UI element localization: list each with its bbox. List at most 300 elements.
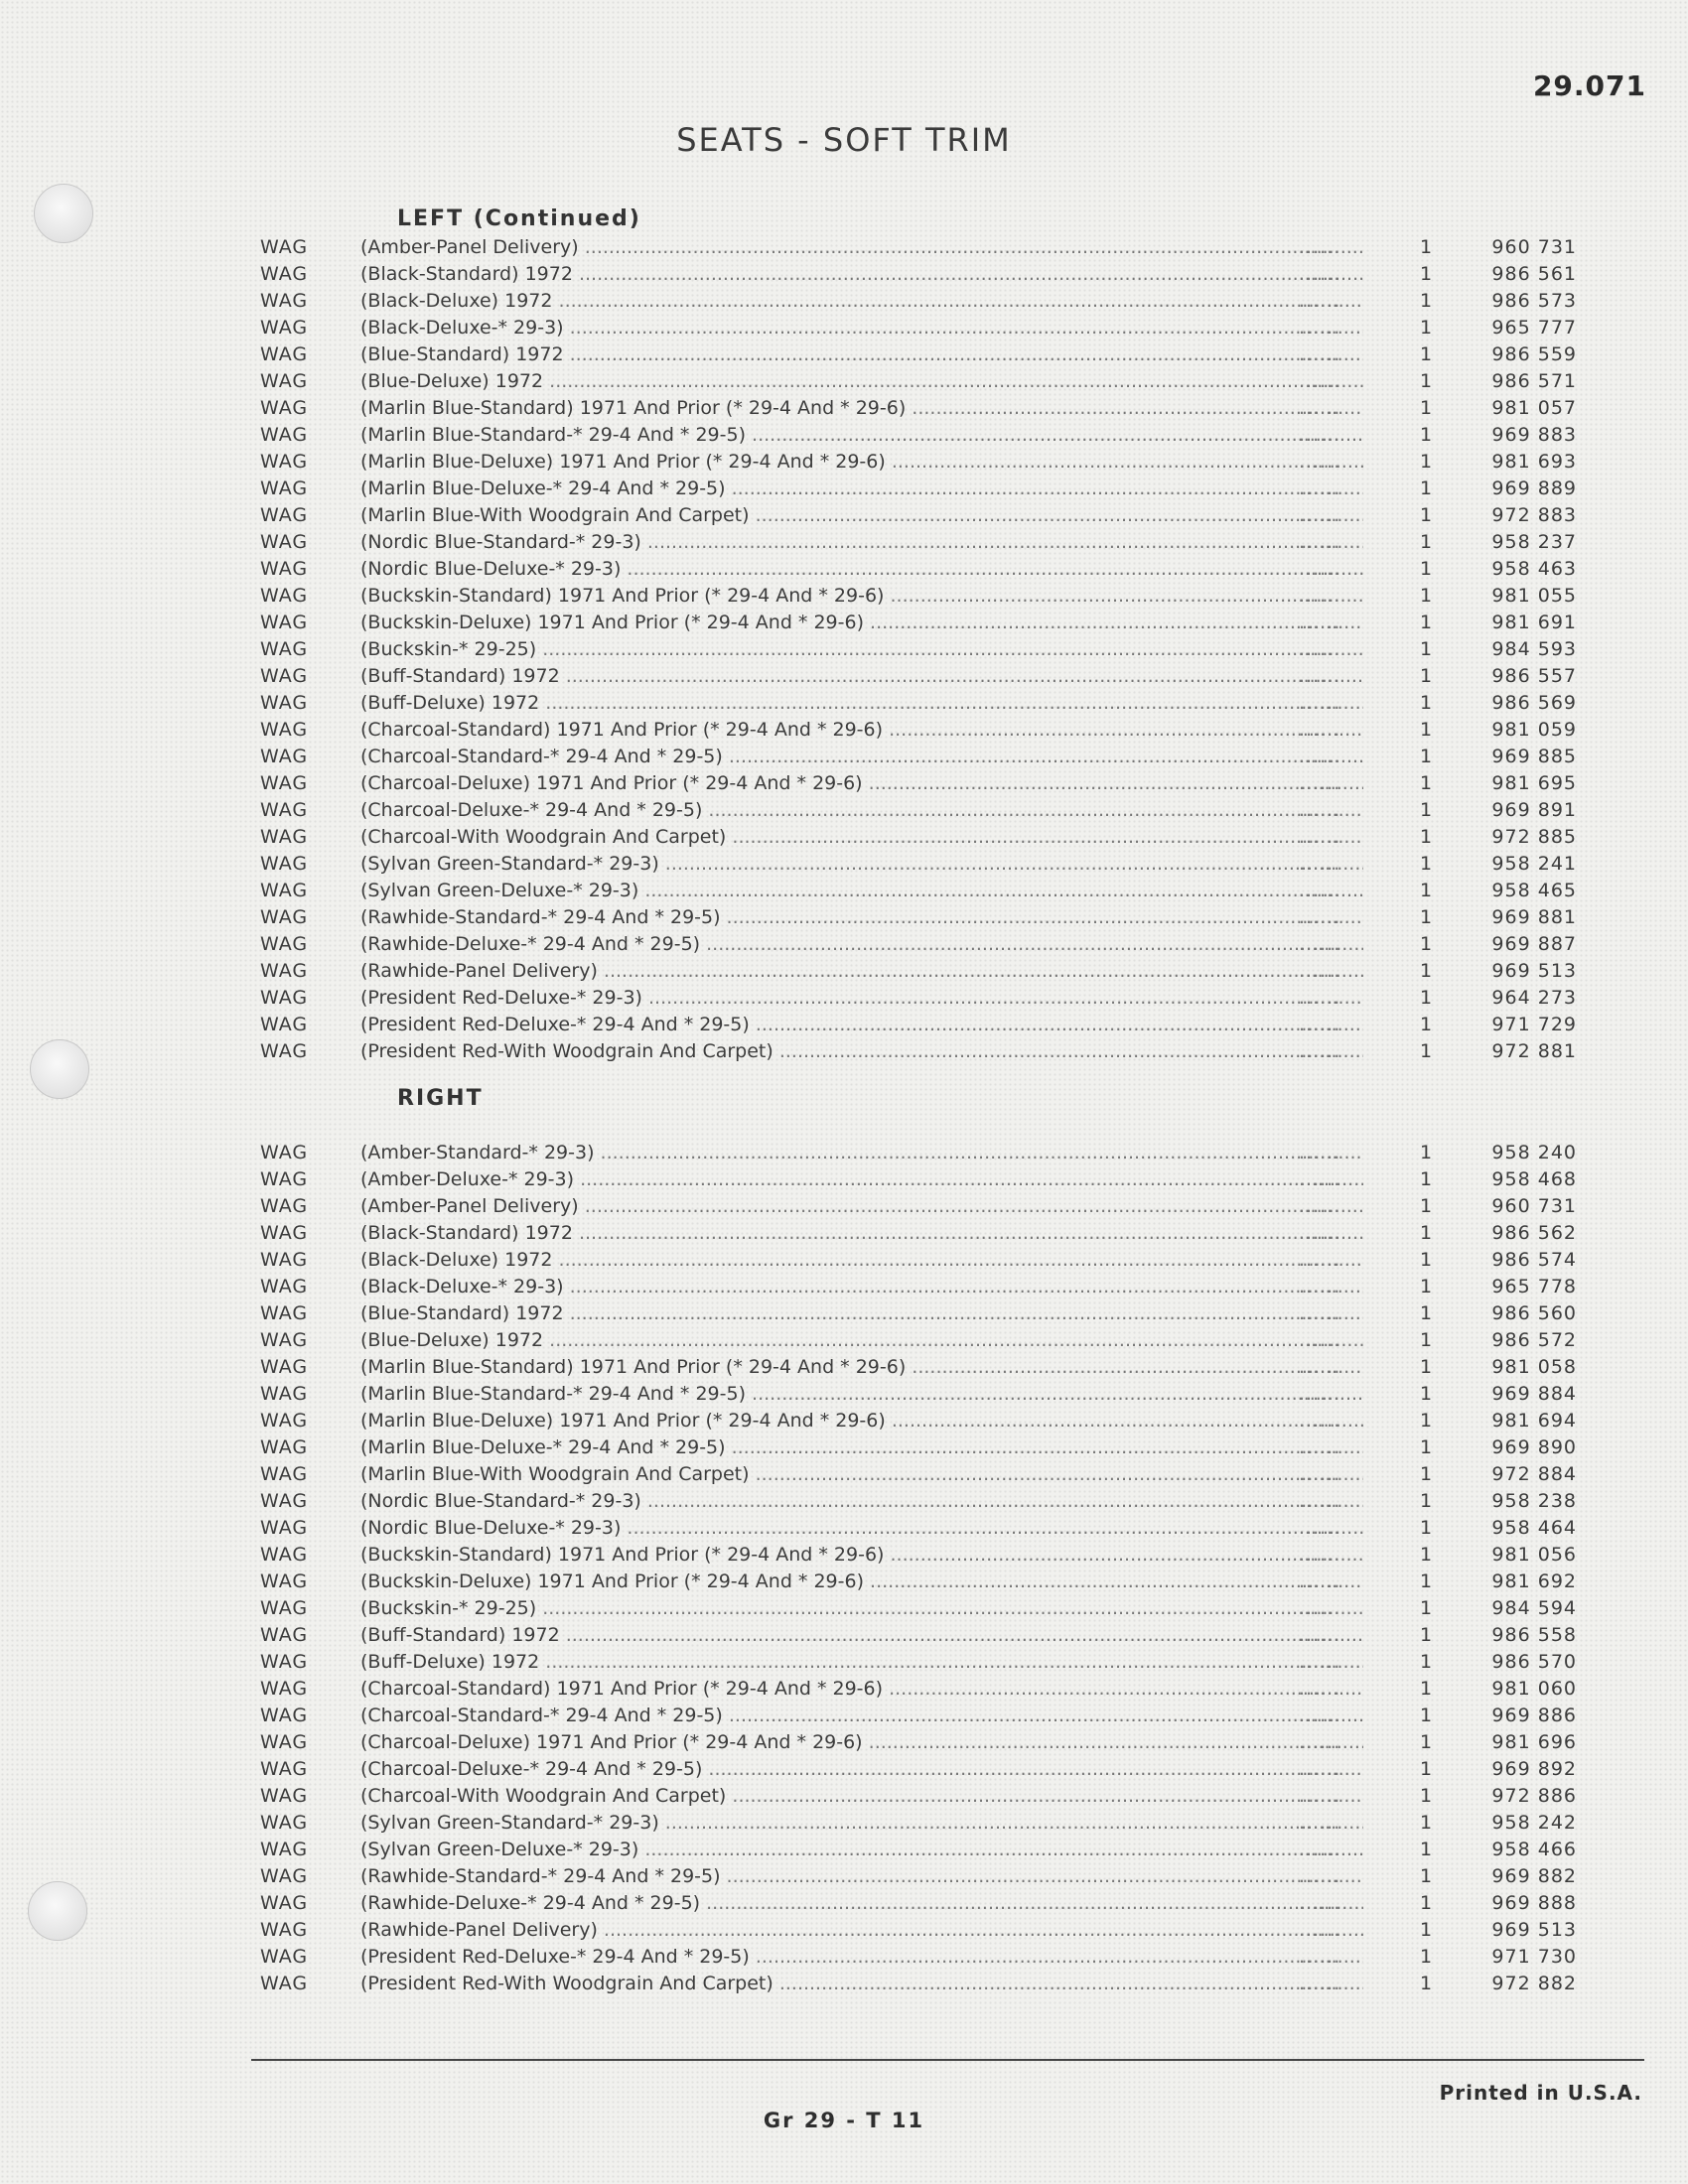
description-cell: (Rawhide-Panel Delivery) ..... — [360, 1917, 1363, 1944]
part-number-cell: 981 056 — [1491, 1544, 1577, 1566]
quantity-cell: 1 — [1420, 558, 1433, 580]
model-cell: WAG — [260, 906, 309, 928]
part-number-cell: 969 887 — [1491, 933, 1577, 955]
model-cell: WAG — [260, 1758, 309, 1780]
dot-leader: ...... — [1299, 1195, 1341, 1217]
model-cell: WAG — [260, 1517, 309, 1539]
dot-leader: ...... — [1299, 1892, 1341, 1914]
part-number-cell: 981 693 — [1491, 451, 1577, 473]
description-cell: (Black-Deluxe) 1972 ..... — [360, 288, 1363, 315]
dot-leader: ...... — [1299, 772, 1341, 794]
quantity-cell: 1 — [1420, 1168, 1433, 1190]
page-number: 29.071 — [1532, 69, 1646, 102]
model-cell: WAG — [260, 343, 309, 365]
dot-leader: ...... — [1299, 906, 1341, 928]
part-number-cell: 972 886 — [1491, 1785, 1577, 1807]
footer-code: Gr 29 - T 11 — [763, 2109, 925, 2132]
description-cell: (Charcoal-Standard) 1971 And Prior (* 29-4 And * 29-6) ..... — [360, 717, 1363, 744]
model-cell: WAG — [260, 478, 309, 499]
dot-leader: ...... — [1299, 451, 1341, 473]
description-cell: (Sylvan Green-Standard-* 29-3) ..... — [360, 1810, 1363, 1837]
dot-leader: ...... — [1299, 317, 1341, 339]
quantity-cell: 1 — [1420, 853, 1433, 875]
part-number-cell: 972 881 — [1491, 1040, 1577, 1062]
dot-leader: ...... — [1299, 504, 1341, 526]
dot-leader: ...... — [1299, 987, 1341, 1009]
dot-leader: ...... — [1299, 746, 1341, 767]
description-cell: (Buckskin-* 29-25) ..... — [360, 636, 1363, 663]
part-number-cell: 986 561 — [1491, 263, 1577, 285]
description-cell: (Blue-Deluxe) 1972 ..... — [360, 368, 1363, 395]
model-cell: WAG — [260, 558, 309, 580]
table-row — [256, 261, 1577, 288]
table-row — [256, 1038, 1577, 1065]
part-number-cell: 981 059 — [1491, 719, 1577, 741]
part-number-cell: 965 777 — [1491, 317, 1577, 339]
description-cell: (Rawhide-Deluxe-* 29-4 And * 29-5) ..... — [360, 931, 1363, 958]
model-cell: WAG — [260, 1785, 309, 1807]
quantity-cell: 1 — [1420, 906, 1433, 928]
model-cell: WAG — [260, 1544, 309, 1566]
part-number-cell: 958 237 — [1491, 531, 1577, 553]
part-number-cell: 984 594 — [1491, 1597, 1577, 1619]
model-cell: WAG — [260, 1142, 309, 1163]
dot-leader: ...... — [1299, 719, 1341, 741]
model-cell: WAG — [260, 1839, 309, 1860]
part-number-cell: 981 060 — [1491, 1678, 1577, 1700]
model-cell: WAG — [260, 263, 309, 285]
model-cell: WAG — [260, 1329, 309, 1351]
dot-leader: ...... — [1299, 1946, 1341, 1968]
dot-leader: ...... — [1299, 880, 1341, 901]
description-cell: (Charcoal-With Woodgrain And Carpet) ..... — [360, 1783, 1363, 1810]
description-cell: (Nordic Blue-Deluxe-* 29-3) ..... — [360, 556, 1363, 583]
dot-leader: ...... — [1299, 424, 1341, 446]
dot-leader: ...... — [1299, 1865, 1341, 1887]
description-cell: (Marlin Blue-Deluxe-* 29-4 And * 29-5) ..... — [360, 1434, 1363, 1461]
table-row — [256, 1488, 1577, 1515]
description-cell: (Charcoal-Deluxe-* 29-4 And * 29-5) ..... — [360, 1756, 1363, 1783]
quantity-cell: 1 — [1420, 1463, 1433, 1485]
table-row — [256, 851, 1577, 878]
table-row — [256, 663, 1577, 690]
table-row — [256, 878, 1577, 904]
description-cell: (Marlin Blue-Standard-* 29-4 And * 29-5) ..... — [360, 1381, 1363, 1408]
quantity-cell: 1 — [1420, 1410, 1433, 1432]
description-cell: (Black-Standard) 1972 ..... — [360, 261, 1363, 288]
model-cell: WAG — [260, 1490, 309, 1512]
dot-leader: ...... — [1299, 692, 1341, 714]
part-number-cell: 986 560 — [1491, 1302, 1577, 1324]
table-row — [256, 744, 1577, 770]
quantity-cell: 1 — [1420, 1014, 1433, 1035]
dot-leader: ...... — [1299, 1302, 1341, 1324]
dot-leader: ...... — [1299, 397, 1341, 419]
part-number-cell: 969 885 — [1491, 746, 1577, 767]
part-number-cell: 969 513 — [1491, 960, 1577, 982]
table-row — [256, 1649, 1577, 1676]
model-cell: WAG — [260, 1946, 309, 1968]
part-number-cell: 958 240 — [1491, 1142, 1577, 1163]
dot-leader: ...... — [1299, 263, 1341, 285]
dot-leader: ...... — [1299, 558, 1341, 580]
quantity-cell: 1 — [1420, 1785, 1433, 1807]
model-cell: WAG — [260, 692, 309, 714]
part-number-cell: 981 696 — [1491, 1731, 1577, 1753]
model-cell: WAG — [260, 1195, 309, 1217]
description-cell: (Sylvan Green-Standard-* 29-3) ..... — [360, 851, 1363, 878]
part-number-cell: 960 731 — [1491, 236, 1577, 258]
table-row — [256, 1703, 1577, 1729]
table-row — [256, 422, 1577, 449]
part-number-cell: 984 593 — [1491, 638, 1577, 660]
description-cell: (President Red-With Woodgrain And Carpet) ..... — [360, 1971, 1363, 1997]
table-row — [256, 985, 1577, 1012]
quantity-cell: 1 — [1420, 397, 1433, 419]
dot-leader: ...... — [1299, 1785, 1341, 1807]
part-number-cell: 964 273 — [1491, 987, 1577, 1009]
dot-leader: ...... — [1299, 1624, 1341, 1646]
quantity-cell: 1 — [1420, 826, 1433, 848]
description-cell: (Rawhide-Standard-* 29-4 And * 29-5) ..... — [360, 904, 1363, 931]
part-number-cell: 958 241 — [1491, 853, 1577, 875]
table-row — [256, 690, 1577, 717]
quantity-cell: 1 — [1420, 1142, 1433, 1163]
model-cell: WAG — [260, 1383, 309, 1405]
description-cell: (Buckskin-Standard) 1971 And Prior (* 29-4 And * 29-6) ..... — [360, 583, 1363, 610]
quantity-cell: 1 — [1420, 1892, 1433, 1914]
description-cell: (Marlin Blue-With Woodgrain And Carpet) ..... — [360, 502, 1363, 529]
part-number-cell: 958 463 — [1491, 558, 1577, 580]
description-cell: (Nordic Blue-Standard-* 29-3) ..... — [360, 529, 1363, 556]
model-cell: WAG — [260, 1865, 309, 1887]
description-cell: (Buff-Standard) 1972 ..... — [360, 1622, 1363, 1649]
dot-leader: ...... — [1299, 826, 1341, 848]
quantity-cell: 1 — [1420, 1302, 1433, 1324]
model-cell: WAG — [260, 1302, 309, 1324]
quantity-cell: 1 — [1420, 612, 1433, 633]
model-cell: WAG — [260, 1222, 309, 1244]
dot-leader: ...... — [1299, 960, 1341, 982]
part-number-cell: 972 885 — [1491, 826, 1577, 848]
description-cell: (Buff-Standard) 1972 ..... — [360, 663, 1363, 690]
dot-leader: ...... — [1299, 1839, 1341, 1860]
quantity-cell: 1 — [1420, 1597, 1433, 1619]
quantity-cell: 1 — [1420, 799, 1433, 821]
footer-rule — [251, 2059, 1644, 2061]
binder-hole-top — [34, 184, 93, 243]
dot-leader: ...... — [1299, 236, 1341, 258]
dot-leader: ...... — [1299, 1597, 1341, 1619]
part-number-cell: 981 695 — [1491, 772, 1577, 794]
model-cell: WAG — [260, 451, 309, 473]
description-cell: (Charcoal-Deluxe) 1971 And Prior (* 29-4 And * 29-6) ..... — [360, 1729, 1363, 1756]
table-row — [256, 449, 1577, 476]
part-number-cell: 972 882 — [1491, 1973, 1577, 1994]
part-number-cell: 969 881 — [1491, 906, 1577, 928]
quantity-cell: 1 — [1420, 1570, 1433, 1592]
description-cell: (Marlin Blue-Deluxe) 1971 And Prior (* 29-4 And * 29-6) ..... — [360, 1408, 1363, 1434]
quantity-cell: 1 — [1420, 1839, 1433, 1860]
part-number-cell: 971 730 — [1491, 1946, 1577, 1968]
model-cell: WAG — [260, 424, 309, 446]
model-cell: WAG — [260, 987, 309, 1009]
description-cell: (Charcoal-Standard-* 29-4 And * 29-5) ..... — [360, 1703, 1363, 1729]
description-cell: (Marlin Blue-Standard) 1971 And Prior (* 29-4 And * 29-6) ..... — [360, 395, 1363, 422]
description-cell: (Charcoal-Standard-* 29-4 And * 29-5) ..... — [360, 744, 1363, 770]
table-row — [256, 1944, 1577, 1971]
quantity-cell: 1 — [1420, 343, 1433, 365]
part-number-cell: 969 888 — [1491, 1892, 1577, 1914]
model-cell: WAG — [260, 370, 309, 392]
model-cell: WAG — [260, 1436, 309, 1458]
model-cell: WAG — [260, 236, 309, 258]
table-row — [256, 1595, 1577, 1622]
dot-leader: ...... — [1299, 1356, 1341, 1378]
parts-list-right — [256, 1140, 1577, 1997]
table-row — [256, 1434, 1577, 1461]
model-cell: WAG — [260, 960, 309, 982]
model-cell: WAG — [260, 1249, 309, 1271]
description-cell: (Nordic Blue-Deluxe-* 29-3) ..... — [360, 1515, 1363, 1542]
table-row — [256, 1542, 1577, 1569]
table-row — [256, 1247, 1577, 1274]
table-row — [256, 1971, 1577, 1997]
part-number-cell: 958 242 — [1491, 1812, 1577, 1834]
description-cell: (Rawhide-Panel Delivery) ..... — [360, 958, 1363, 985]
quantity-cell: 1 — [1420, 504, 1433, 526]
description-cell: (Marlin Blue-Standard-* 29-4 And * 29-5) ..... — [360, 422, 1363, 449]
description-cell: (President Red-Deluxe-* 29-3) ..... — [360, 985, 1363, 1012]
description-cell: (Blue-Standard) 1972 ..... — [360, 341, 1363, 368]
model-cell: WAG — [260, 1410, 309, 1432]
dot-leader: ...... — [1299, 1731, 1341, 1753]
quantity-cell: 1 — [1420, 638, 1433, 660]
dot-leader: ...... — [1299, 1517, 1341, 1539]
table-row — [256, 1327, 1577, 1354]
quantity-cell: 1 — [1420, 236, 1433, 258]
table-row — [256, 770, 1577, 797]
model-cell: WAG — [260, 1463, 309, 1485]
table-row — [256, 1783, 1577, 1810]
table-row — [256, 1810, 1577, 1837]
quantity-cell: 1 — [1420, 585, 1433, 607]
description-cell: (Marlin Blue-Deluxe-* 29-4 And * 29-5) ..... — [360, 476, 1363, 502]
table-row — [256, 583, 1577, 610]
table-row — [256, 797, 1577, 824]
description-cell: (Marlin Blue-Deluxe) 1971 And Prior (* 29-4 And * 29-6) ..... — [360, 449, 1363, 476]
model-cell: WAG — [260, 799, 309, 821]
description-cell: (Buckskin-* 29-25) ..... — [360, 1595, 1363, 1622]
model-cell: WAG — [260, 880, 309, 901]
quantity-cell: 1 — [1420, 987, 1433, 1009]
dot-leader: ...... — [1299, 853, 1341, 875]
quantity-cell: 1 — [1420, 290, 1433, 312]
dot-leader: ...... — [1299, 1973, 1341, 1994]
quantity-cell: 1 — [1420, 719, 1433, 741]
part-number-cell: 986 573 — [1491, 290, 1577, 312]
dot-leader: ...... — [1299, 478, 1341, 499]
table-row — [256, 341, 1577, 368]
part-number-cell: 958 466 — [1491, 1839, 1577, 1860]
part-number-cell: 981 055 — [1491, 585, 1577, 607]
quantity-cell: 1 — [1420, 1383, 1433, 1405]
model-cell: WAG — [260, 531, 309, 553]
dot-leader: ...... — [1299, 370, 1341, 392]
part-number-cell: 958 465 — [1491, 880, 1577, 901]
quantity-cell: 1 — [1420, 772, 1433, 794]
description-cell: (Black-Deluxe-* 29-3) ..... — [360, 1274, 1363, 1300]
description-cell: (Rawhide-Deluxe-* 29-4 And * 29-5) ..... — [360, 1890, 1363, 1917]
model-cell: WAG — [260, 746, 309, 767]
model-cell: WAG — [260, 504, 309, 526]
part-number-cell: 981 692 — [1491, 1570, 1577, 1592]
part-number-cell: 986 569 — [1491, 692, 1577, 714]
description-cell: (President Red-Deluxe-* 29-4 And * 29-5) ..... — [360, 1012, 1363, 1038]
part-number-cell: 969 883 — [1491, 424, 1577, 446]
table-row — [256, 1837, 1577, 1863]
quantity-cell: 1 — [1420, 1544, 1433, 1566]
dot-leader: ...... — [1299, 1168, 1341, 1190]
dot-leader: ...... — [1299, 1678, 1341, 1700]
model-cell: WAG — [260, 638, 309, 660]
printed-notice: Printed in U.S.A. — [1439, 2081, 1642, 2105]
description-cell: (Marlin Blue-Standard) 1971 And Prior (* 29-4 And * 29-6) ..... — [360, 1354, 1363, 1381]
quantity-cell: 1 — [1420, 1919, 1433, 1941]
table-row — [256, 1354, 1577, 1381]
quantity-cell: 1 — [1420, 1249, 1433, 1271]
model-cell: WAG — [260, 1678, 309, 1700]
dot-leader: ...... — [1299, 1222, 1341, 1244]
description-cell: (Buckskin-Deluxe) 1971 And Prior (* 29-4 And * 29-6) ..... — [360, 1569, 1363, 1595]
part-number-cell: 981 058 — [1491, 1356, 1577, 1378]
part-number-cell: 986 571 — [1491, 370, 1577, 392]
description-cell: (Amber-Deluxe-* 29-3) ..... — [360, 1166, 1363, 1193]
dot-leader: ...... — [1299, 1329, 1341, 1351]
table-row — [256, 1569, 1577, 1595]
table-row — [256, 1274, 1577, 1300]
table-row — [256, 636, 1577, 663]
dot-leader: ...... — [1299, 933, 1341, 955]
quantity-cell: 1 — [1420, 746, 1433, 767]
table-row — [256, 904, 1577, 931]
table-row — [256, 1300, 1577, 1327]
quantity-cell: 1 — [1420, 1222, 1433, 1244]
table-row — [256, 1381, 1577, 1408]
quantity-cell: 1 — [1420, 960, 1433, 982]
table-row — [256, 1193, 1577, 1220]
description-cell: (Black-Deluxe-* 29-3) ..... — [360, 315, 1363, 341]
dot-leader: ...... — [1299, 531, 1341, 553]
description-cell: (Black-Deluxe) 1972 ..... — [360, 1247, 1363, 1274]
dot-leader: ...... — [1299, 585, 1341, 607]
description-cell: (Amber-Standard-* 29-3) ..... — [360, 1140, 1363, 1166]
part-number-cell: 981 691 — [1491, 612, 1577, 633]
part-number-cell: 986 570 — [1491, 1651, 1577, 1673]
table-row — [256, 395, 1577, 422]
dot-leader: ...... — [1299, 1812, 1341, 1834]
dot-leader: ...... — [1299, 1919, 1341, 1941]
section-heading-right: RIGHT — [397, 1086, 484, 1111]
dot-leader: ...... — [1299, 638, 1341, 660]
model-cell: WAG — [260, 1705, 309, 1726]
table-row — [256, 824, 1577, 851]
part-number-cell: 986 558 — [1491, 1624, 1577, 1646]
part-number-cell: 958 238 — [1491, 1490, 1577, 1512]
table-row — [256, 1515, 1577, 1542]
model-cell: WAG — [260, 1624, 309, 1646]
model-cell: WAG — [260, 1040, 309, 1062]
description-cell: (Charcoal-Deluxe-* 29-4 And * 29-5) ..... — [360, 797, 1363, 824]
quantity-cell: 1 — [1420, 1040, 1433, 1062]
dot-leader: ...... — [1299, 799, 1341, 821]
table-row — [256, 1756, 1577, 1783]
model-cell: WAG — [260, 665, 309, 687]
model-cell: WAG — [260, 772, 309, 794]
quantity-cell: 1 — [1420, 1195, 1433, 1217]
quantity-cell: 1 — [1420, 880, 1433, 901]
table-row — [256, 958, 1577, 985]
part-number-cell: 960 731 — [1491, 1195, 1577, 1217]
table-row — [256, 1140, 1577, 1166]
table-row — [256, 1676, 1577, 1703]
table-row — [256, 288, 1577, 315]
table-row — [256, 610, 1577, 636]
dot-leader: ...... — [1299, 1463, 1341, 1485]
quantity-cell: 1 — [1420, 370, 1433, 392]
model-cell: WAG — [260, 317, 309, 339]
table-row — [256, 529, 1577, 556]
description-cell: (Charcoal-Deluxe) 1971 And Prior (* 29-4 And * 29-6) ..... — [360, 770, 1363, 797]
quantity-cell: 1 — [1420, 1758, 1433, 1780]
quantity-cell: 1 — [1420, 451, 1433, 473]
quantity-cell: 1 — [1420, 478, 1433, 499]
quantity-cell: 1 — [1420, 1356, 1433, 1378]
quantity-cell: 1 — [1420, 1276, 1433, 1297]
dot-leader: ...... — [1299, 1410, 1341, 1432]
model-cell: WAG — [260, 397, 309, 419]
description-cell: (Blue-Deluxe) 1972 ..... — [360, 1327, 1363, 1354]
dot-leader: ...... — [1299, 1142, 1341, 1163]
model-cell: WAG — [260, 1168, 309, 1190]
part-number-cell: 969 886 — [1491, 1705, 1577, 1726]
description-cell: (Nordic Blue-Standard-* 29-3) ..... — [360, 1488, 1363, 1515]
part-number-cell: 986 572 — [1491, 1329, 1577, 1351]
part-number-cell: 986 574 — [1491, 1249, 1577, 1271]
table-row — [256, 476, 1577, 502]
model-cell: WAG — [260, 1731, 309, 1753]
description-cell: (Buckskin-Deluxe) 1971 And Prior (* 29-4 And * 29-6) ..... — [360, 610, 1363, 636]
quantity-cell: 1 — [1420, 1329, 1433, 1351]
table-row — [256, 234, 1577, 261]
part-number-cell: 969 890 — [1491, 1436, 1577, 1458]
dot-leader: ...... — [1299, 1651, 1341, 1673]
model-cell: WAG — [260, 826, 309, 848]
dot-leader: ...... — [1299, 1705, 1341, 1726]
quantity-cell: 1 — [1420, 1731, 1433, 1753]
model-cell: WAG — [260, 612, 309, 633]
dot-leader: ...... — [1299, 665, 1341, 687]
quantity-cell: 1 — [1420, 933, 1433, 955]
dot-leader: ...... — [1299, 1570, 1341, 1592]
quantity-cell: 1 — [1420, 531, 1433, 553]
description-cell: (Buckskin-Standard) 1971 And Prior (* 29-4 And * 29-6) ..... — [360, 1542, 1363, 1569]
part-number-cell: 972 884 — [1491, 1463, 1577, 1485]
quantity-cell: 1 — [1420, 424, 1433, 446]
dot-leader: ...... — [1299, 343, 1341, 365]
model-cell: WAG — [260, 1570, 309, 1592]
part-number-cell: 969 889 — [1491, 478, 1577, 499]
